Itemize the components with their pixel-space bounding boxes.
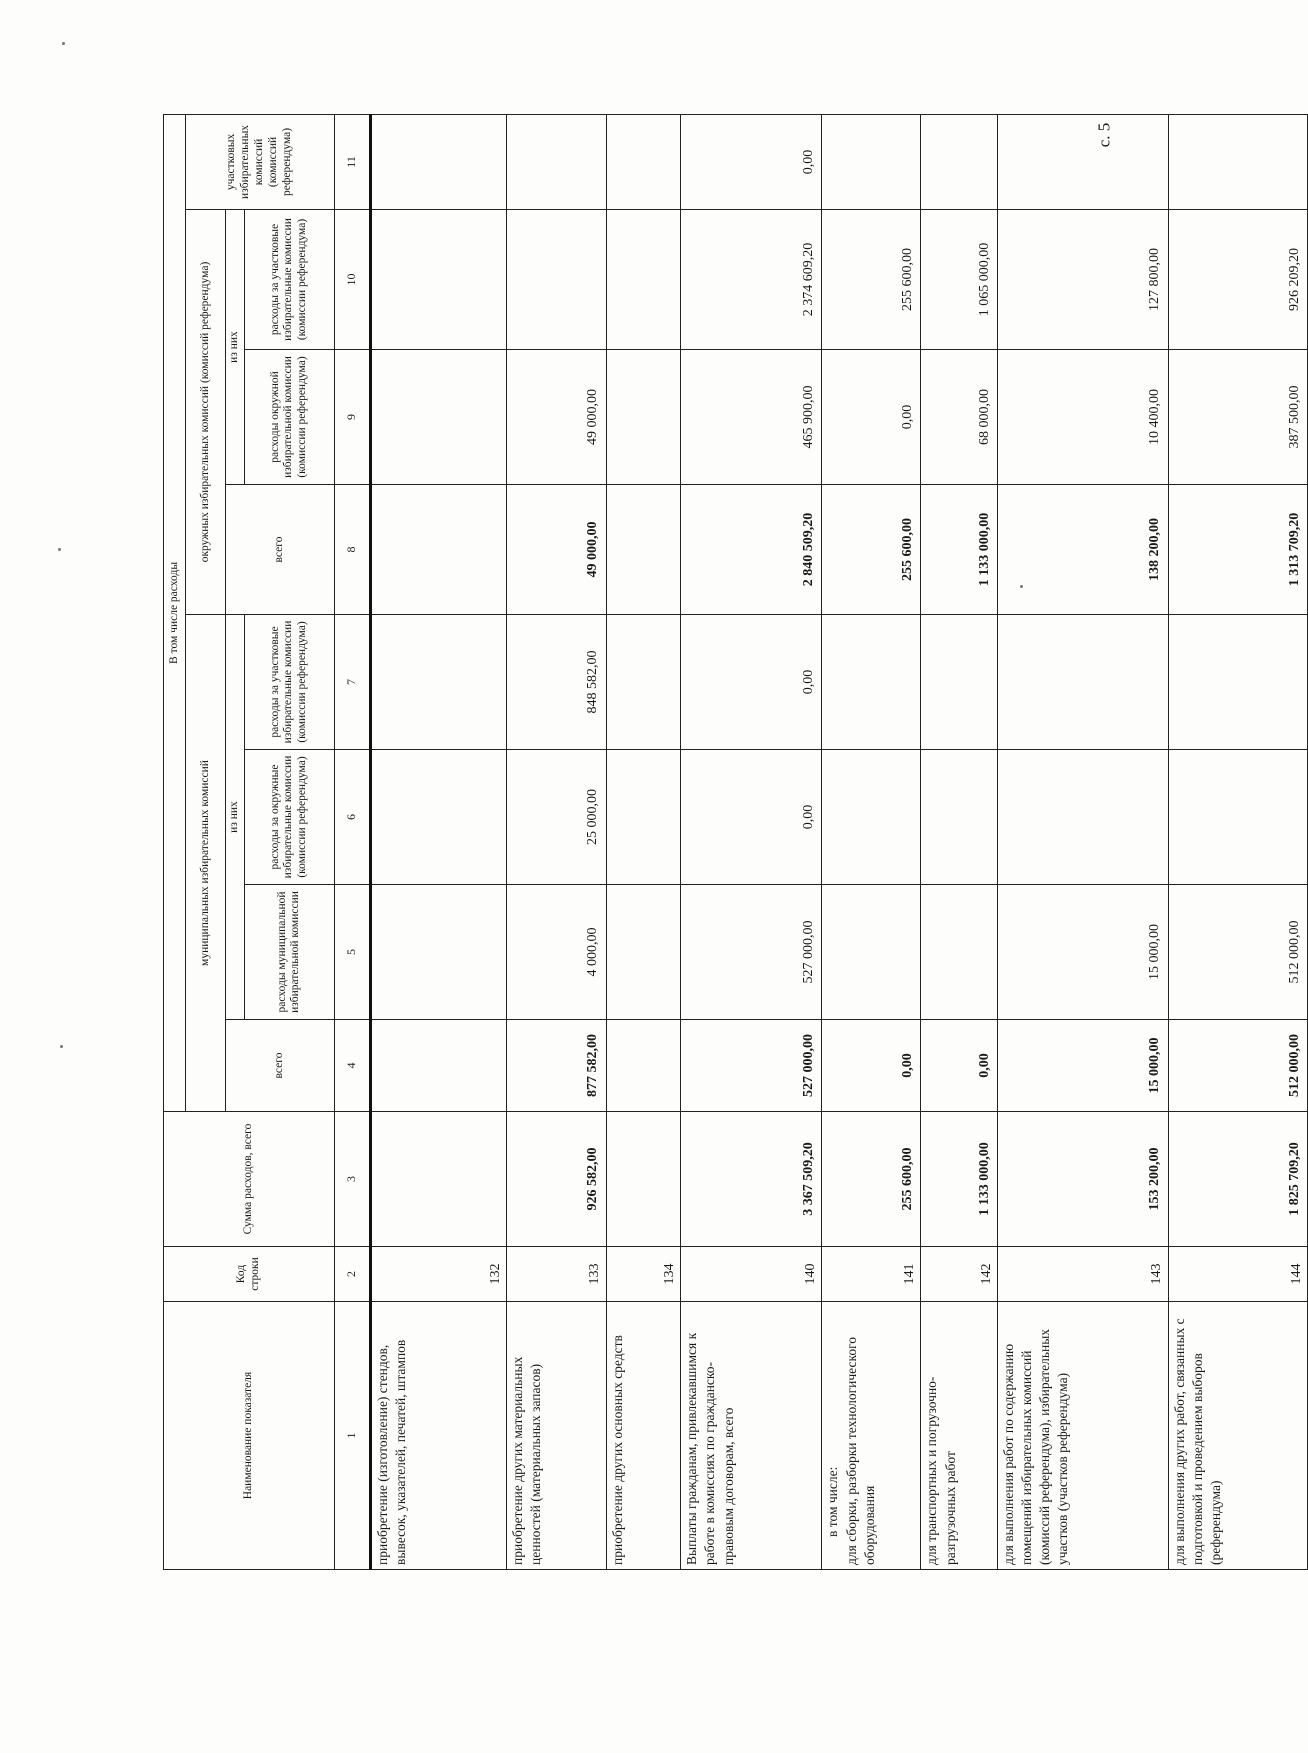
col-number: 11	[334, 114, 370, 209]
cell-total	[606, 1112, 681, 1247]
cell-mun-district	[997, 750, 1168, 885]
row-code: 143	[997, 1247, 1168, 1302]
cell-precinct	[997, 114, 1168, 209]
cell-mun-district: 25 000,00	[507, 750, 607, 885]
row-name: для выполнения работ по содержанию помещений избирательных комиссий (комиссий референдума), избирательных участков (участков референдума)	[997, 1302, 1168, 1570]
cell-mun-total: 877 582,00	[507, 1020, 607, 1112]
table-row	[681, 114, 822, 1569]
cell-dist-total: 138 200,00	[997, 485, 1168, 615]
col-number: 7	[334, 615, 370, 750]
cell-mun-own	[370, 885, 506, 1020]
cell-total: 153 200,00	[997, 1112, 1168, 1247]
cell-dist-total	[370, 485, 506, 615]
col-number: 5	[334, 885, 370, 1020]
col-number: 2	[334, 1247, 370, 1302]
header-precinct: участковых избирательных комиссий (комиссий референдума)	[186, 114, 335, 209]
cell-dist-total: 255 600,00	[822, 485, 921, 615]
cell-dist-precinct	[606, 210, 681, 350]
cell-mun-precinct	[822, 615, 921, 750]
cell-dist-precinct: 926 209,20	[1168, 210, 1307, 350]
cell-dist-own: 0,00	[822, 350, 921, 485]
cell-mun-precinct: 0,00	[681, 615, 822, 750]
row-code: 132	[370, 1247, 506, 1302]
header-mun-of-them: из них	[226, 615, 245, 1020]
cell-mun-total	[370, 1020, 506, 1112]
cell-mun-own	[606, 885, 681, 1020]
header-dist-total: всего	[226, 485, 335, 615]
cell-mun-own: 4 000,00	[507, 885, 607, 1020]
cell-mun-precinct	[606, 615, 681, 750]
header-mun-precinct: расходы за участковые избирательные комиссии (комиссии референдума)	[244, 615, 334, 750]
cell-dist-precinct	[370, 210, 506, 350]
row-name: для транспортных и погрузочно-разгрузочных работ	[921, 1302, 997, 1570]
header-mun-total: всего	[226, 1020, 335, 1112]
cell-dist-total: 2 840 509,20	[681, 485, 822, 615]
cell-mun-precinct	[1168, 615, 1307, 750]
header-dist-of-them: из них	[226, 210, 245, 485]
cell-dist-total: 1 133 000,00	[921, 485, 997, 615]
row-name	[822, 1302, 921, 1570]
cell-dist-own: 68 000,00	[921, 350, 997, 485]
cell-total: 255 600,00	[822, 1112, 921, 1247]
column-numbers-row	[334, 114, 370, 1569]
header-code: Код строки	[164, 1247, 335, 1302]
header-dist-precinct: расходы за участковые избирательные комиссии (комиссии референдума)	[244, 210, 334, 350]
cell-dist-own	[370, 350, 506, 485]
cell-dist-precinct: 255 600,00	[822, 210, 921, 350]
cell-mun-total: 0,00	[822, 1020, 921, 1112]
col-number: 1	[334, 1302, 370, 1570]
cell-total: 1 133 000,00	[921, 1112, 997, 1247]
header-mun-own: расходы муниципальной избирательной комиссии	[244, 885, 334, 1020]
expense-report-table	[163, 114, 1308, 1570]
cell-mun-own: 512 000,00	[1168, 885, 1307, 1020]
cell-mun-precinct	[997, 615, 1168, 750]
cell-mun-district	[921, 750, 997, 885]
cell-dist-own: 49 000,00	[507, 350, 607, 485]
cell-mun-precinct	[370, 615, 506, 750]
row-name: Выплаты гражданам, привлекавшимся к работе в комиссиях по гражданско-правовым договорам, всего	[681, 1302, 822, 1570]
header-total: Сумма расходов, всего	[164, 1112, 335, 1247]
header-municipal: муниципальных избирательных комиссий	[186, 615, 226, 1112]
table-row	[507, 114, 607, 1569]
cell-dist-precinct: 2 374 609,20	[681, 210, 822, 350]
table-row	[370, 114, 506, 1569]
cell-dist-own	[606, 350, 681, 485]
row-prefix: в том числе:	[825, 1466, 841, 1537]
cell-total: 926 582,00	[507, 1112, 607, 1247]
cell-mun-total: 527 000,00	[681, 1020, 822, 1112]
cell-mun-precinct: 848 582,00	[507, 615, 607, 750]
header-district: окружных избирательных комиссий (комиссий референдума)	[186, 210, 226, 615]
cell-mun-district	[370, 750, 506, 885]
rotated-table-wrapper	[163, 115, 1308, 1570]
header-incl: В том числе расходы	[164, 114, 186, 1111]
col-number: 3	[334, 1112, 370, 1247]
col-number: 8	[334, 485, 370, 615]
col-number: 6	[334, 750, 370, 885]
cell-precinct	[1168, 114, 1307, 209]
row-code: 140	[681, 1247, 822, 1302]
row-name: для выполнения других работ, связанных с подготовкой и проведением выборов (референдума)	[1168, 1302, 1307, 1570]
cell-mun-district	[1168, 750, 1307, 885]
row-code: 141	[822, 1247, 921, 1302]
row-name: приобретение (изготовление) стендов, вывесок, указателей, печатей, штампов	[370, 1302, 506, 1570]
cell-total	[370, 1112, 506, 1247]
cell-precinct	[921, 114, 997, 209]
cell-dist-precinct	[507, 210, 607, 350]
table-row	[606, 114, 681, 1569]
row-code: 134	[606, 1247, 681, 1302]
cell-mun-total: 0,00	[921, 1020, 997, 1112]
cell-mun-own: 15 000,00	[997, 885, 1168, 1020]
cell-precinct	[606, 114, 681, 209]
table-row	[822, 114, 921, 1569]
cell-dist-precinct: 127 800,00	[997, 210, 1168, 350]
header-name: Наименование показателя	[164, 1302, 335, 1570]
cell-total: 3 367 509,20	[681, 1112, 822, 1247]
row-code: 144	[1168, 1247, 1307, 1302]
header-dist-own: расходы окружной избирательной комиссии (комиссии референдума)	[244, 350, 334, 485]
cell-mun-own	[921, 885, 997, 1020]
cell-dist-precinct: 1 065 000,00	[921, 210, 997, 350]
col-number: 10	[334, 210, 370, 350]
col-number: 4	[334, 1020, 370, 1112]
scan-speck	[58, 548, 61, 551]
cell-mun-district: 0,00	[681, 750, 822, 885]
table-row	[1168, 114, 1307, 1569]
row-name-text: для сборки, разборки технологического оборудования	[843, 1336, 877, 1565]
cell-mun-total: 512 000,00	[1168, 1020, 1307, 1112]
cell-dist-own: 465 900,00	[681, 350, 822, 485]
cell-precinct	[507, 114, 607, 209]
page-number: с. 5	[1094, 122, 1114, 148]
col-number: 9	[334, 350, 370, 485]
header-mun-district: расходы за окружные избирательные комиссии (комиссии референдума)	[244, 750, 334, 885]
row-name: приобретение других материальных ценностей (материальных запасов)	[507, 1302, 607, 1570]
table-row	[997, 114, 1168, 1569]
cell-total: 1 825 709,20	[1168, 1112, 1307, 1247]
cell-mun-precinct	[921, 615, 997, 750]
cell-dist-total: 49 000,00	[507, 485, 607, 615]
cell-dist-own: 10 400,00	[997, 350, 1168, 485]
row-name: приобретение других основных средств	[606, 1302, 681, 1570]
cell-precinct	[822, 114, 921, 209]
cell-precinct: 0,00	[681, 114, 822, 209]
row-code: 142	[921, 1247, 997, 1302]
cell-mun-total	[606, 1020, 681, 1112]
cell-mun-own: 527 000,00	[681, 885, 822, 1020]
cell-dist-own: 387 500,00	[1168, 350, 1307, 485]
row-code: 133	[507, 1247, 607, 1302]
scan-speck	[60, 1045, 63, 1048]
cell-dist-total: 1 313 709,20	[1168, 485, 1307, 615]
cell-mun-district	[606, 750, 681, 885]
table-row	[921, 114, 997, 1569]
cell-dist-total	[606, 485, 681, 615]
cell-mun-district	[822, 750, 921, 885]
scan-speck	[62, 42, 65, 45]
cell-mun-total: 15 000,00	[997, 1020, 1168, 1112]
cell-precinct	[370, 114, 506, 209]
cell-mun-own	[822, 885, 921, 1020]
